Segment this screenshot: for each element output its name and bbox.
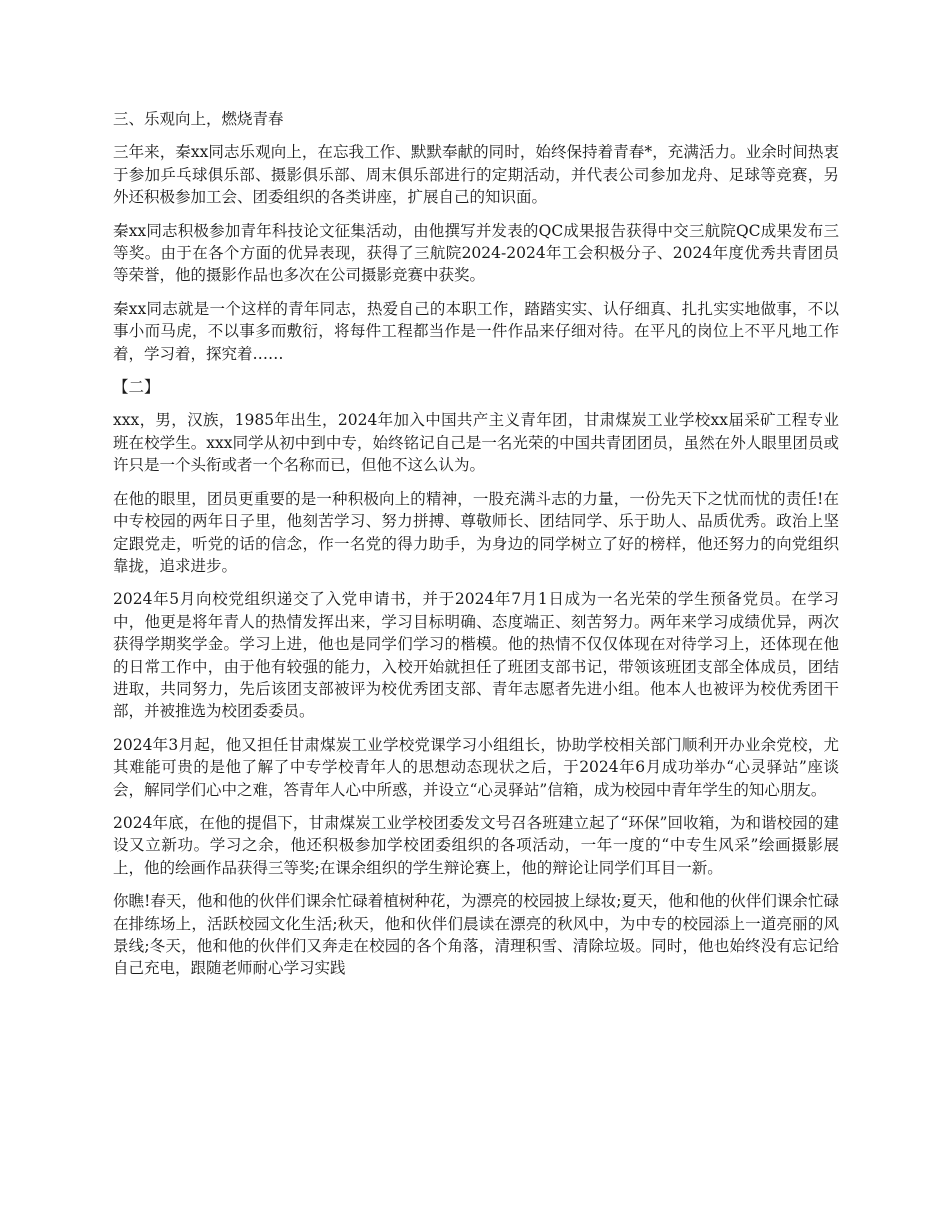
paragraph: 秦xx同志积极参加青年科技论文征集活动，由他撰写并发表的QC成果报告获得中交三航院QC成果发布三等奖。由于在各个方面的优异表现，获得了三航院2024-2024年工会积极分子、2024年度优秀共青团员等荣誉，他的摄影作品也多次在公司摄影竞赛中获奖。: [113, 221, 839, 285]
section-marker: 【二】: [113, 378, 160, 397]
paragraph: xxx，男，汉族，1985年出生，2024年加入中国共产主义青年团，甘肃煤炭工业学校xx届采矿工程专业班在校学生。xxx同学从初中到中专，始终铭记自己是一名光荣的中国共青团团员，虽然在外人眼里团员或许只是一个头衔或者一个名称而已，但他不这么认为。: [113, 411, 839, 475]
paragraph: 三年来，秦xx同志乐观向上，在忘我工作、默默奉献的同时，始终保持着青春*，充满活力。业余时间热衷于参加乒乓球俱乐部、摄影俱乐部、周末俱乐部进行的定期活动，并代表公司参加龙舟、足球等竞赛，另外还积极参加工会、团委组织的各类讲座，扩展自己的知识面。: [113, 143, 839, 207]
paragraph: 2024年底，在他的提倡下，甘肃煤炭工业学校团委发文号召各班建立起了“环保”回收箱，为和谐校园的建设又立新功。学习之余，他还积极参加学校团委组织的各项活动，一年一度的“中专生风采”绘画摄影展上，他的绘画作品获得三等奖;在课余组织的学生辩论赛上，他的辩论让同学们耳目一新。: [113, 813, 839, 877]
section-heading: 三、乐观向上，燃烧青春: [113, 110, 284, 128]
paragraph: 秦xx同志就是一个这样的青年同志，热爱自己的本职工作，踏踏实实、认仔细真、扎扎实实地做事，不以事小而马虎，不以事多而敷衍，将每件工程都当作是一件作品来仔细对待。在平凡的岗位上不平凡地工作着，学习着，探究着……: [113, 299, 839, 363]
paragraph: 2024年3月起，他又担任甘肃煤炭工业学校党课学习小组组长，协助学校相关部门顺利开办业余党校，尤其难能可贵的是他了解了中专学校青年人的思想动态现状之后，于2024年6月成功举办“心灵驿站”座谈会，解同学们心中之难，答青年人心中所惑，并设立“心灵驿站”信箱，成为校园中青年学生的知心朋友。: [113, 735, 839, 799]
paragraph: 2024年5月向校党组织递交了入党申请书，并于2024年7月1日成为一名光荣的学生预备党员。在学习中，他更是将年青人的热情发挥出来，学习目标明确、态度端正、刻苦努力。两年来学习成绩优异，两次获得学期奖学金。学习上进，他也是同学们学习的楷模。他的热情不仅仅体现在对待学习上，还体现在他的日常工作中，由于他有较强的能力，入校开始就担任了班团支部书记，带领该班团支部全体成员，团结进取，共同努力，先后该团支部被评为校优秀团支部、青年志愿者先进小组。他本人也被评为校优秀团干部，并被推选为校团委委员。: [113, 590, 839, 721]
paragraph: 在他的眼里，团员更重要的是一种积极向上的精神，一股充满斗志的力量，一份先天下之忧而忧的责任!在中专校园的两年日子里，他刻苦学习、努力拼搏、尊敬师长、团结同学、乐于助人、品质优秀。政治上坚定跟党走，听党的话的信念，作一名党的得力助手，为身边的同学树立了好的榜样，他还努力的向党组织靠拢，追求进步。: [113, 489, 839, 575]
paragraph: 你瞧!春天，他和他的伙伴们课余忙碌着植树种花，为漂亮的校园披上绿妆;夏天，他和他的伙伴们课余忙碌在排练场上，活跃校园文化生活;秋天，他和伙伴们晨读在漂亮的秋风中，为中专的校园添上一道亮丽的风景线;冬天，他和他的伙伴们又奔走在校园的各个角落，清理积雪、清除垃圾。同时，他也始终没有忘记给自己充电，跟随老师耐心学习实践: [113, 892, 839, 978]
document-page: [113, 108, 839, 991]
